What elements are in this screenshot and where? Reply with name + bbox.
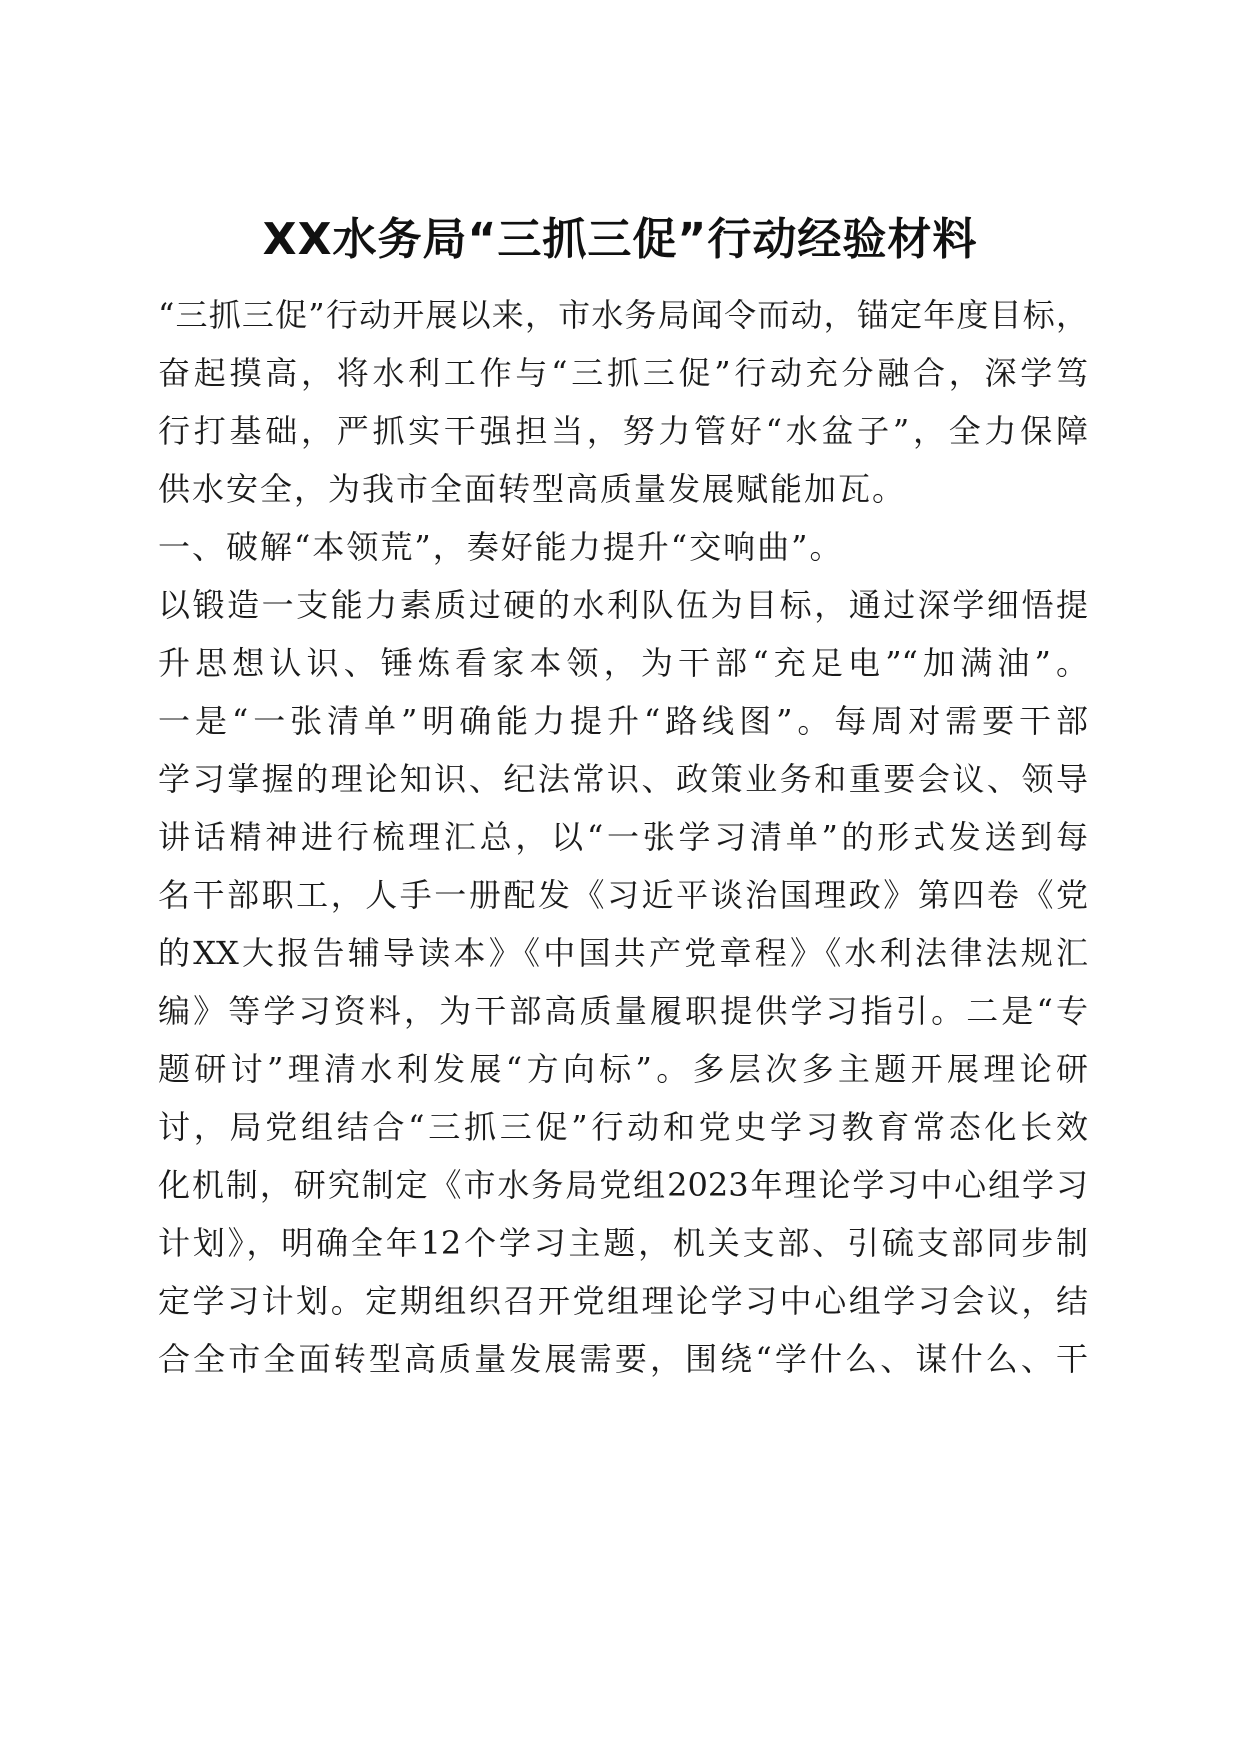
paragraph-line: 讨，局党组结合“三抓三促”行动和党史学习教育常态化长效 [158,1108,1088,1146]
paragraph-line: 题研讨”理清水利发展“方向标”。多层次多主题开展理论研 [158,1050,1088,1088]
paragraph-line: 化机制，研究制定《市水务局党组2023年理论学习中心组学习 [158,1166,1088,1204]
paragraph-line: 供水安全，为我市全面转型高质量发展赋能加瓦。 [158,470,907,508]
paragraph-line: 计划》，明确全年12个学习主题，机关支部、引硫支部同步制 [158,1224,1088,1262]
document-title: XX水务局“三抓三促”行动经验材料 [262,214,978,265]
paragraph-line: 合全市全面转型高质量发展需要，围绕“学什么、谋什么、干 [158,1340,1088,1378]
paragraph-line: 升思想认识、锤炼看家本领，为干部“充足电”“加满油”。 [158,644,1088,682]
paragraph-line: 的XX大报告辅导读本》《中国共产党章程》《水利法律法规汇 [158,934,1088,972]
paragraph-line: 定学习计划。定期组织召开党组理论学习中心组学习会议，结 [158,1282,1088,1320]
paragraph-line: “三抓三促”行动开展以来，市水务局闻令而动，锚定年度目标， [158,296,1088,334]
paragraph-line: 名干部职工，人手一册配发《习近平谈治国理政》第四卷《党 [158,876,1088,914]
paragraph-line: 一是“一张清单”明确能力提升“路线图”。每周对需要干部 [158,702,1088,740]
paragraph-line: 讲话精神进行梳理汇总，以“一张学习清单”的形式发送到每 [158,818,1088,856]
paragraph-line: 编》等学习资料，为干部高质量履职提供学习指引。二是“专 [158,992,1088,1030]
section-heading: 一、破解“本领荒”，奏好能力提升“交响曲”。 [158,528,844,566]
paragraph-line: 学习掌握的理论知识、纪法常识、政策业务和重要会议、领导 [158,760,1088,798]
paragraph-line: 奋起摸高，将水利工作与“三抓三促”行动充分融合，深学笃 [158,354,1088,392]
paragraph-line: 行打基础，严抓实干强担当，努力管好“水盆子”，全力保障 [158,412,1088,450]
paragraph-line: 以锻造一支能力素质过硬的水利队伍为目标，通过深学细悟提 [158,586,1088,624]
